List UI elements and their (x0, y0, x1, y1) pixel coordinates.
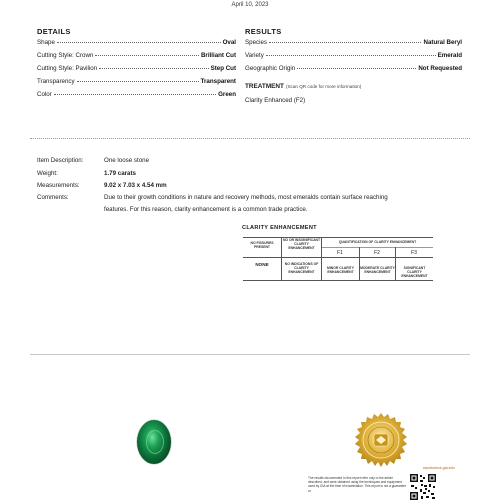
no-indications-label: NO INDICATIONS OF CLARITY ENHANCEMENT (284, 262, 319, 274)
weight-value: 1.79 carats (104, 170, 136, 177)
details-title: DETAILS (37, 27, 71, 36)
results-label: Species (245, 39, 268, 46)
grade-none: NONE (255, 262, 269, 267)
results-value: Emerald (437, 52, 462, 59)
comments-line-1: Due to their growth conditions in nature and recovery methods, most emeralds contain surface reaching (104, 194, 388, 201)
details-row-color (37, 91, 236, 98)
f2-description: MODERATE CLARITY ENHANCEMENT (360, 266, 395, 274)
details-label: Shape (37, 39, 55, 46)
emerald-image (137, 420, 171, 464)
measurements-value: 9.02 x 7.03 x 4.54 mm (104, 182, 167, 189)
reportcheck-link[interactable]: reportcheck.gia.edu (423, 466, 455, 470)
details-label: Transparency (37, 78, 75, 85)
section-divider (30, 138, 470, 139)
qr-code-icon[interactable] (410, 474, 436, 500)
gia-seal-icon (352, 412, 410, 470)
grade-f1: F1 (337, 250, 343, 256)
details-value: Green (218, 91, 236, 98)
no-insignificant-header: NO OR INSIGNIFICANT CLARITY ENHANCEMENT (282, 238, 321, 250)
report-date: April 10, 2023 (231, 2, 269, 8)
details-label: Cutting Style: Pavilion (37, 65, 98, 72)
details-row-transparency (37, 78, 236, 85)
disclaimer-fineprint: The results documented in this report refer only to the article described, and were obtained using the techniques and equipment used by GIA at the time of examination. This report is not a guarantee or (308, 476, 407, 493)
f1-description: MINOR CLARITY ENHANCEMENT (327, 266, 354, 274)
f3-description: SIGNIFICANT CLARITY ENHANCEMENT (401, 266, 428, 278)
treatment-heading (245, 83, 361, 90)
item-description-label: Item Description: (37, 157, 84, 164)
weight-label: Weight: (37, 170, 58, 177)
footer-divider (30, 354, 470, 355)
details-row-pavilion (37, 65, 236, 72)
comments-line-2: features. For this reason, clarity enhancement is a common trade practice. (104, 206, 308, 213)
results-label: Geographic Origin (245, 65, 296, 72)
no-fissures-header: NO FISSURES PRESENT (250, 241, 274, 249)
measurements-label: Measurements: (37, 182, 80, 189)
results-title: RESULTS (245, 27, 282, 36)
results-value: Not Requested (418, 65, 462, 72)
item-description-value: One loose stone (104, 157, 150, 164)
results-label: Variety (245, 52, 264, 59)
details-value: Transparent (200, 78, 236, 85)
results-row-species (245, 39, 462, 46)
quantification-header: QUANTIFICATION OF CLARITY ENHANCEMENT (338, 240, 417, 244)
details-value: Oval (222, 39, 236, 46)
grade-f3: F3 (411, 250, 417, 256)
treatment-note: (Scan QR code for more information) (285, 84, 362, 89)
details-row-shape (37, 39, 236, 46)
details-label: Cutting Style: Crown (37, 52, 94, 59)
comments-label: Comments: (37, 194, 69, 201)
clarity-enhancement-title: CLARITY ENHANCEMENT (242, 225, 317, 231)
grade-f2: F2 (374, 250, 380, 256)
results-value: Natural Beryl (423, 39, 462, 46)
treatment-title: TREATMENT (245, 83, 284, 90)
clarity-enhancement-table (243, 237, 433, 281)
results-row-variety (245, 52, 462, 59)
treatment-value: Clarity Enhanced (F2) (245, 97, 306, 104)
details-label: Color (37, 91, 52, 98)
results-row-origin (245, 65, 462, 72)
details-value: Brilliant Cut (200, 52, 236, 59)
details-value: Step Cut (210, 65, 236, 72)
details-row-crown (37, 52, 236, 59)
